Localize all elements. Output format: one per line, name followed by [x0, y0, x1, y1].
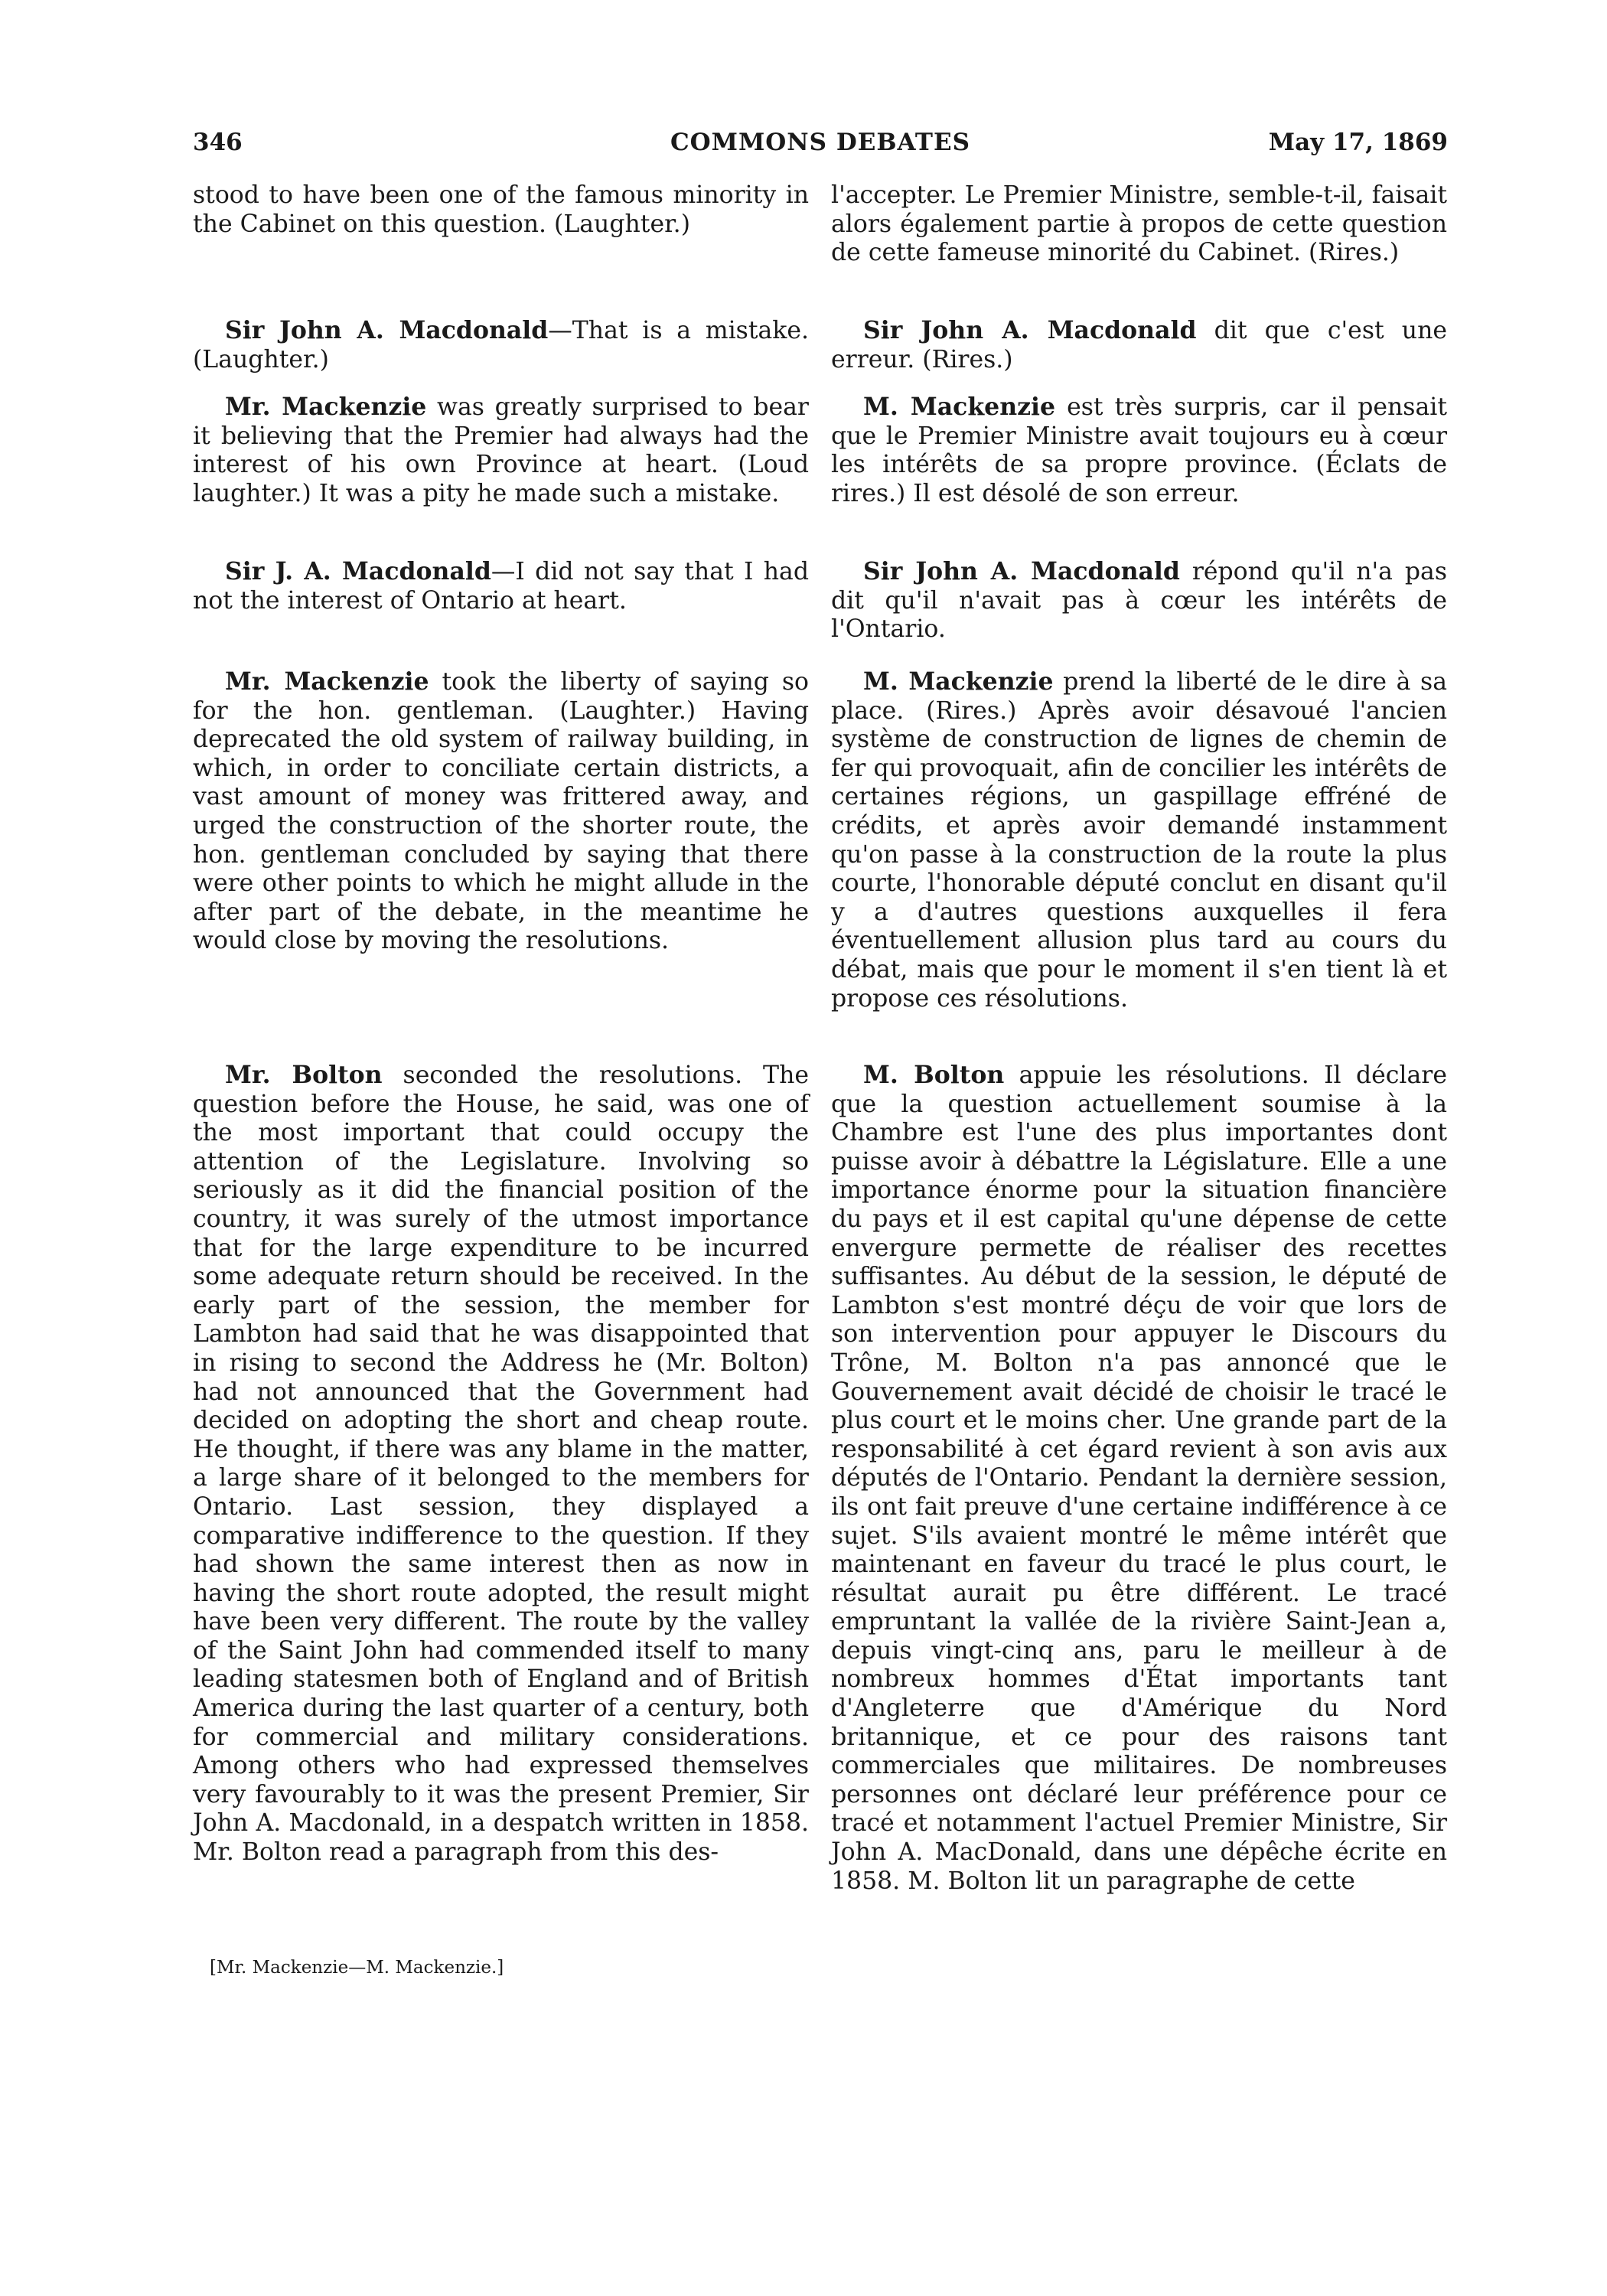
speech-text: dit que c'est une erreur. (Rires.)	[831, 317, 1447, 373]
speech-text: —I did not say that I had not the interest of Ontario at heart.	[193, 558, 810, 615]
page-date: May 17, 1869	[1268, 129, 1448, 156]
speech-text: l'accepter. Le Premier Ministre, semble-t-il, faisait alors également partie à propos de cette question de cette fameuse minorité du Cabinet. (Rires.)	[831, 181, 1447, 267]
speaker-name: Sir John A. Macdonald	[863, 316, 1197, 344]
paragraph	[193, 557, 809, 615]
paragraph	[193, 393, 809, 508]
speaker-name: Sir J. A. Macdonald	[225, 557, 491, 585]
speaker-name: M. Mackenzie	[863, 393, 1056, 421]
speech-text: répond qu'il n'a pas dit qu'il n'avait pas à cœur les intérêts de l'Ontario.	[831, 558, 1447, 644]
page-number: 346	[193, 129, 243, 156]
speech-text: appuie les résolutions. Il déclare que la question actuellement soumise à la Chambre est l'une des plus importantes dont puisse avoir à débattre la Législature. Elle a une importance énorme pour la situation financière du pays et il est capital qu'une dépense de cette envergure permette de réaliser des recettes suffisantes. Au début de la session, le député de Lambton s'est montré déçu de voir que lors de son intervention pour appuyer le Discours du Trône, M. Bolton n'a pas annoncé que le Gouvernement avait décidé de choisir le tracé le plus court et le moins cher. Une grande part de la responsabilité à cet égard revient à son avis aux députés de l'Ontario. Pendant la dernière session, ils ont fait preuve d'une certaine indifférence à ce sujet. S'ils avaient montré le même intérêt que maintenant en faveur du tracé le plus court, le résultat aurait pu être différent. Le tracé empruntant la vallée de la rivière Saint-Jean a, depuis vingt-cinq ans, paru le meilleur à de nombreux hommes d'État importants tant d'Angleterre que d'Amérique du Nord britannique, et ce pour des raisons tant commerciales que militaires. De nombreuses personnes ont déclaré leur préférence pour ce tracé et notamment l'actuel Premier Ministre, Sir John A. MacDonald, dans une dépêche écrite en 1858. M. Bolton lit un paragraphe de cette	[831, 1062, 1447, 1895]
paragraph	[193, 181, 809, 239]
paragraph	[831, 316, 1447, 374]
speaker-name: M. Bolton	[863, 1061, 1005, 1089]
paragraph	[193, 316, 809, 374]
paragraph	[831, 557, 1447, 644]
speech-text: was greatly surprised to bear it believing that the Premier had always had the interest of his own Province at heart. (Loud laughter.) It was a pity he made such a mistake.	[193, 393, 809, 507]
paragraph	[831, 667, 1447, 1013]
speaker-name: Sir John A. Macdonald	[225, 316, 549, 344]
publication-title: COMMONS DEBATES	[670, 129, 970, 156]
footnote: [Mr. Mackenzie—M. Mackenzie.]	[210, 1958, 504, 1978]
paragraph	[193, 667, 809, 956]
speaker-name: Mr. Mackenzie	[225, 393, 427, 421]
paragraph	[831, 1061, 1447, 1896]
speech-text: seconded the resolutions. The question before the House, he said, was one of the most important that could occupy the attention of the Legislature. Involving so seriously as it did the financial position of the country, it was surely of the utmost importance that for the large expenditure to be incurred some adequate return should be received. In the early part of the session, the member for Lambton had said that he was disappointed that in rising to second the Address he (Mr. Bolton) had not announced that the Government had decided on adopting the short and cheap route. He thought, if there was any blame in the matter, a large share of it belonged to the members for Ontario. Last session, they displayed a comparative indifference to the question. If they had shown the same interest then as now in having the short route adopted, the result might have been very different. The route by the valley of the Saint John had commended itself to many leading statesmen both of England and of British America during the last quarter of a century, both for commercial and military considerations. Among others who had expressed themselves very favourably to it was the present Premier, Sir John A. Macdonald, in a despatch written in 1858. Mr. Bolton read a paragraph from this des-	[193, 1062, 810, 1867]
speaker-name: Mr. Bolton	[225, 1061, 383, 1089]
speaker-name: Mr. Mackenzie	[225, 667, 429, 696]
paragraph	[831, 393, 1447, 508]
speech-text: stood to have been one of the famous minority in the Cabinet on this question. (Laughter.)	[193, 181, 809, 238]
paragraph	[831, 181, 1447, 268]
page-header	[193, 129, 1448, 167]
speech-text: took the liberty of saying so for the hon. gentleman. (Laughter.) Having deprecated the old system of railway building, in which, in order to conciliate certain districts, a vast amount of money was frittered away, and urged the construction of the shorter route, the hon. gentleman concluded by saying that there were other points to which he might allude in the after part of the debate, in the meantime he would close by moving the resolutions.	[193, 668, 809, 955]
speaker-name: M. Mackenzie	[863, 667, 1054, 696]
speaker-name: Sir John A. Macdonald	[863, 557, 1180, 585]
speech-text: prend la liberté de le dire à sa place. (Rires.) Après avoir désavoué l'ancien système de construction de lignes de chemin de fer qui provoquait, afin de concilier les intérêts de certaines régions, un gaspillage effréné de crédits, et après avoir demandé instamment qu'on passe à la construction de la route la plus courte, l'honorable député conclut en disant qu'il y a d'autres questions auxquelles il fera éventuellement allusion plus tard au cours du débat, mais que pour le moment il s'en tient là et propose ces résolutions.	[831, 668, 1447, 1013]
speech-text: —That is a mistake. (Laughter.)	[193, 317, 809, 373]
paragraph	[193, 1061, 809, 1867]
speech-text: est très surpris, car il pensait que le Premier Ministre avait toujours eu à cœur les intérêts de sa propre province. (Éclats de rires.) Il est désolé de son erreur.	[831, 393, 1447, 507]
